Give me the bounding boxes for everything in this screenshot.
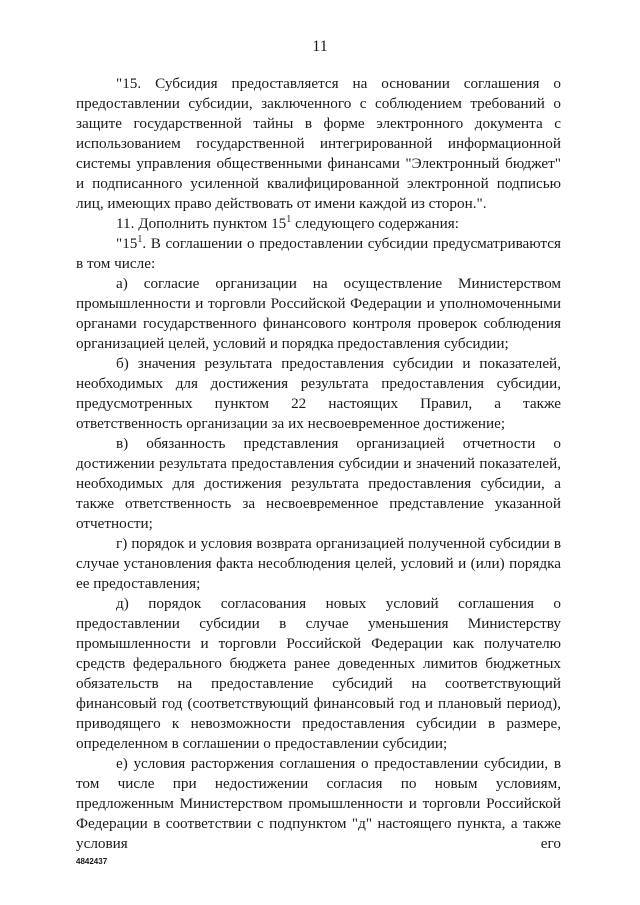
amendment-11-text: 11. Дополнить пунктом 15 — [116, 215, 287, 232]
superscript: 1 — [137, 234, 143, 245]
paragraph-15-1-text: . В соглашении о предоставлении субсидии предусматриваются в том числе: — [76, 235, 561, 272]
subparagraph-a: а) согласие организации на осуществление Министерством промышленности и торговли Российской Федерации и уполномоченными органами государственного финансового контроля проверок соблюдения организацией целей, условий и порядка предоставления субсидии; — [76, 275, 561, 352]
subparagraph-e: е) условия расторжения соглашения о предоставлении субсидии, в том числе при недостижении согласия по новым условиям, предложенным Министерством промышленности и торговли Российской Федерации в соответствии с подпунктом "д" настоящего пункта, а также условия его — [76, 755, 561, 852]
paragraph-15-1 — [76, 234, 561, 274]
paragraph-15-1-number: "15 — [116, 235, 138, 252]
document-body — [76, 74, 561, 854]
subparagraph-d: д) порядок согласования новых условий соглашения о предоставлении субсидии в случае уменьшения Министерству промышленности и торговли Российской Федерации как получателю средств федерального бюджета ранее доведенных лимитов бюджетных обязательств на предоставление субсидий на соответствующий финансовый год (соответствующий финансовый год и плановый период), приводящего к невозможности предоставления субсидии в размере, определенном в соглашении о предоставлении субсидии; — [76, 595, 561, 752]
paragraph-15: "15. Субсидия предоставляется на основании соглашения о предоставлении субсидии, заключенного с соблюдением требований о защите государственной тайны в форме электронного документа с использованием государственной интегрированной информационной системы управления общественными финансами "Электронный бюджет" и подписанного усиленной квалифицированной электронной подписью лиц, имеющих право действовать от имени каждой из сторон.". — [76, 75, 561, 212]
subparagraph-b: б) значения результата предоставления субсидии и показателей, необходимых для достижения результата предоставления субсидии, предусмотренных пунктом 22 настоящих Правил, а также ответственность организации за их несвоевременное достижение; — [76, 355, 561, 432]
subparagraph-v: в) обязанность представления организацией отчетности о достижении результата предоставления субсидии и значений показателей, необходимых для достижения результата предоставления субсидии, а также ответственность за несвоевременное представление указанной отчетности; — [76, 435, 561, 532]
subparagraph-g: г) порядок и условия возврата организацией полученной субсидии в случае установления факта несоблюдения целей, условий и (или) порядка ее предоставления; — [76, 535, 561, 592]
amendment-11-text-end: следующего содержания: — [291, 215, 459, 232]
page-number: 11 — [312, 38, 328, 55]
superscript: 1 — [286, 214, 292, 225]
document-code: 4842437 — [76, 857, 108, 866]
paragraph-amendment-11 — [76, 214, 561, 234]
